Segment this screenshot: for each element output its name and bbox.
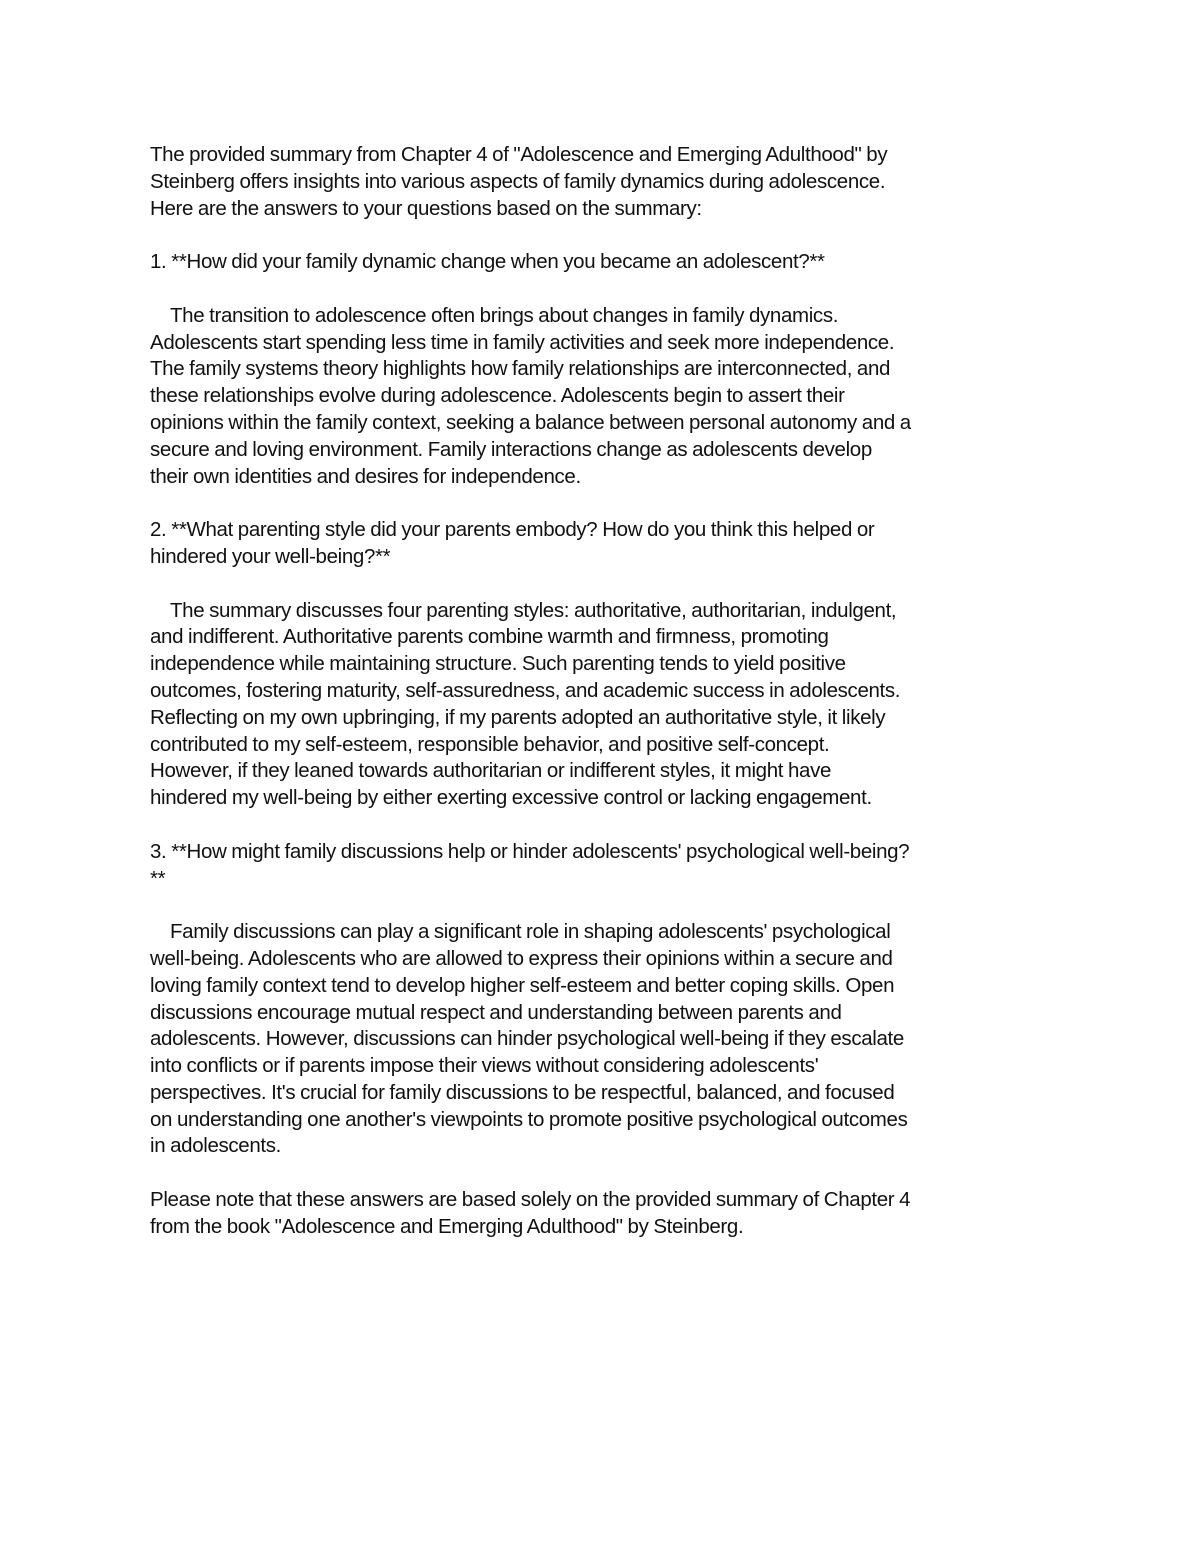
- text-line: hindered your well-being?**: [150, 544, 391, 568]
- text-line: their own identities and desires for independence.: [150, 464, 581, 488]
- text-line: outcomes, fostering maturity, self-assuredness, and academic success in adolescents.: [150, 678, 901, 702]
- answer-1: [150, 303, 1055, 491]
- answer-3: [150, 919, 1055, 1160]
- text-line: Here are the answers to your questions based on the summary:: [150, 196, 702, 220]
- text-line: opinions within the family context, seeking a balance between personal autonomy and a: [150, 410, 911, 434]
- text-line: The provided summary from Chapter 4 of "Adolescence and Emerging Adulthood" by: [150, 143, 888, 166]
- text-line: secure and loving environment. Family interactions change as adolescents develop: [150, 437, 872, 461]
- text-line: The transition to adolescence often brings about changes in family dynamics.: [170, 303, 839, 327]
- text-line: **: [150, 866, 166, 890]
- text-line: However, if they leaned towards authoritarian or indifferent styles, it might have: [150, 759, 832, 783]
- question-3: [150, 839, 1055, 893]
- text-line: from the book "Adolescence and Emerging Adulthood" by Steinberg.: [150, 1214, 744, 1238]
- intro-paragraph: [150, 142, 1055, 222]
- text-line: loving family context tend to develop higher self-esteem and better coping skills. Open: [150, 973, 895, 997]
- text-line: The family systems theory highlights how family relationships are interconnected, and: [150, 357, 891, 381]
- text-line: Reflecting on my own upbringing, if my parents adopted an authoritative style, it likely: [150, 705, 886, 729]
- text-line: The summary discusses four parenting styles: authoritative, authoritarian, indulgent,: [170, 598, 897, 622]
- text-line: these relationships evolve during adolescence. Adolescents begin to assert their: [150, 384, 845, 408]
- text-line: Please note that these answers are based solely on the provided summary of Chapter 4: [150, 1188, 911, 1212]
- question-1: [150, 249, 1055, 276]
- text-line: hindered my well-being by either exerting excessive control or lacking engagement.: [150, 786, 872, 810]
- text-line: Family discussions can play a significant role in shaping adolescents' psychological: [170, 920, 891, 944]
- text-line: in adolescents.: [150, 1134, 282, 1158]
- document-body: [150, 142, 1055, 1267]
- text-line: contributed to my self-esteem, responsible behavior, and positive self-concept.: [150, 732, 830, 756]
- closing-note: [150, 1187, 1055, 1241]
- text-line: Steinberg offers insights into various aspects of family dynamics during adolescence.: [150, 169, 886, 193]
- answer-2: [150, 598, 1055, 812]
- text-line: 3. **How might family discussions help or hinder adolescents' psychological well-being?: [150, 839, 910, 863]
- text-line: well-being. Adolescents who are allowed to express their opinions within a secure and: [150, 946, 893, 970]
- text-line: into conflicts or if parents impose their views without considering adolescents': [150, 1054, 819, 1078]
- text-line: on understanding one another's viewpoints to promote positive psychological outcomes: [150, 1107, 908, 1131]
- text-line: Adolescents start spending less time in family activities and seek more independence.: [150, 330, 895, 354]
- text-line: perspectives. It's crucial for family discussions to be respectful, balanced, and focused: [150, 1080, 895, 1104]
- text-line: discussions encourage mutual respect and understanding between parents and: [150, 1000, 842, 1024]
- text-line: 1. **How did your family dynamic change when you became an adolescent?**: [150, 250, 825, 274]
- text-line: and indifferent. Authoritative parents combine warmth and firmness, promoting: [150, 625, 829, 649]
- text-line: independence while maintaining structure. Such parenting tends to yield positive: [150, 652, 846, 676]
- text-line: 2. **What parenting style did your parents embody? How do you think this helped or: [150, 518, 875, 542]
- text-line: adolescents. However, discussions can hinder psychological well-being if they escalate: [150, 1027, 904, 1051]
- question-2: [150, 517, 1055, 571]
